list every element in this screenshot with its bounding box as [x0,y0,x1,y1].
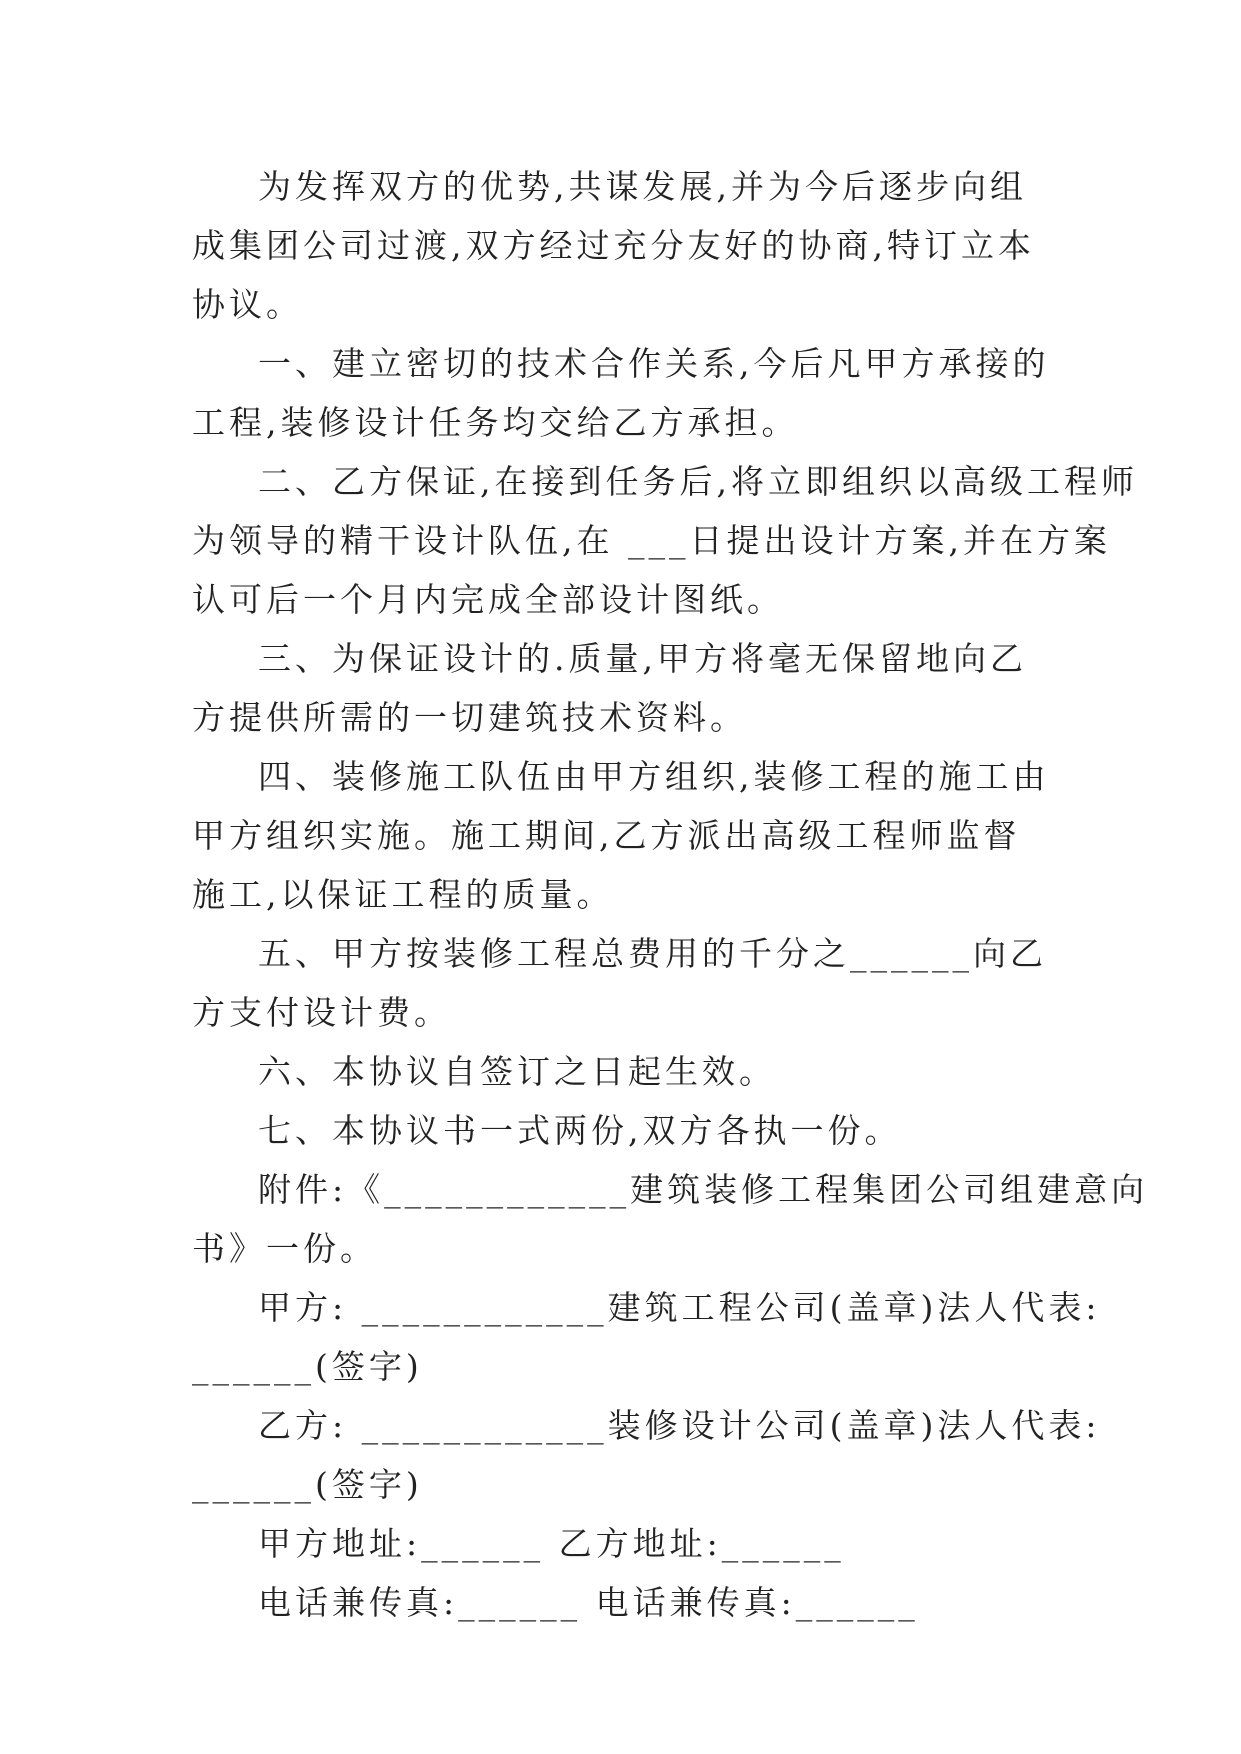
clause-7: 七、本协议书一式两份,双方各执一份。 [258,1111,902,1150]
clause-2-line-1: 二、乙方保证,在接到任务后,将立即组织以高级工程师 [258,462,1138,501]
clause-3: 三、为保证设计的.质量,甲方将毫无保留地向乙方提供所需的一切建筑技术资料。 [192,639,1027,737]
address-line: 甲方地址:______ 乙方地址:______ [258,1524,845,1563]
party-b-signature-blank: ______(签字) [192,1465,423,1504]
clause-2-line-2: 为领导的精干设计队伍,在 ___日提出设计方案,并在方案 [192,521,1111,560]
party-b-signature-line: 乙方: ____________装修设计公司(盖章)法人代表: [258,1406,1101,1445]
attachment-line-1: 附件:《____________建筑装修工程集团公司组建意向 [258,1170,1149,1209]
attachment-line-2: 书》一份。 [192,1229,377,1268]
clause-1: 一、建立密切的技术合作关系,今后凡甲方承接的工程,装修设计任务均交给乙方承担。 [192,344,1050,442]
intro-paragraph: 为发挥双方的优势,共谋发展,并为今后逐步向组成集团公司过渡,双方经过充分友好的协商,特订立本协议。 [192,167,1035,324]
party-a-signature-line: 甲方: ____________建筑工程公司(盖章)法人代表: [258,1288,1101,1327]
clause-6: 六、本协议自签订之日起生效。 [258,1052,776,1091]
clause-2-line-3: 认可后一个月内完成全部设计图纸。 [192,580,784,619]
contract-body [192,157,1149,1632]
clause-5: 五、甲方按装修工程总费用的千分之______向乙方支付设计费。 [192,934,1047,1032]
party-a-signature-blank: ______(签字) [192,1347,423,1386]
clause-4: 四、装修施工队伍由甲方组织,装修工程的施工由甲方组织实施。施工期间,乙方派出高级工程师监督施工,以保证工程的质量。 [192,757,1050,914]
phone-fax-line: 电话兼传真:______ 电话兼传真:______ [258,1583,919,1622]
